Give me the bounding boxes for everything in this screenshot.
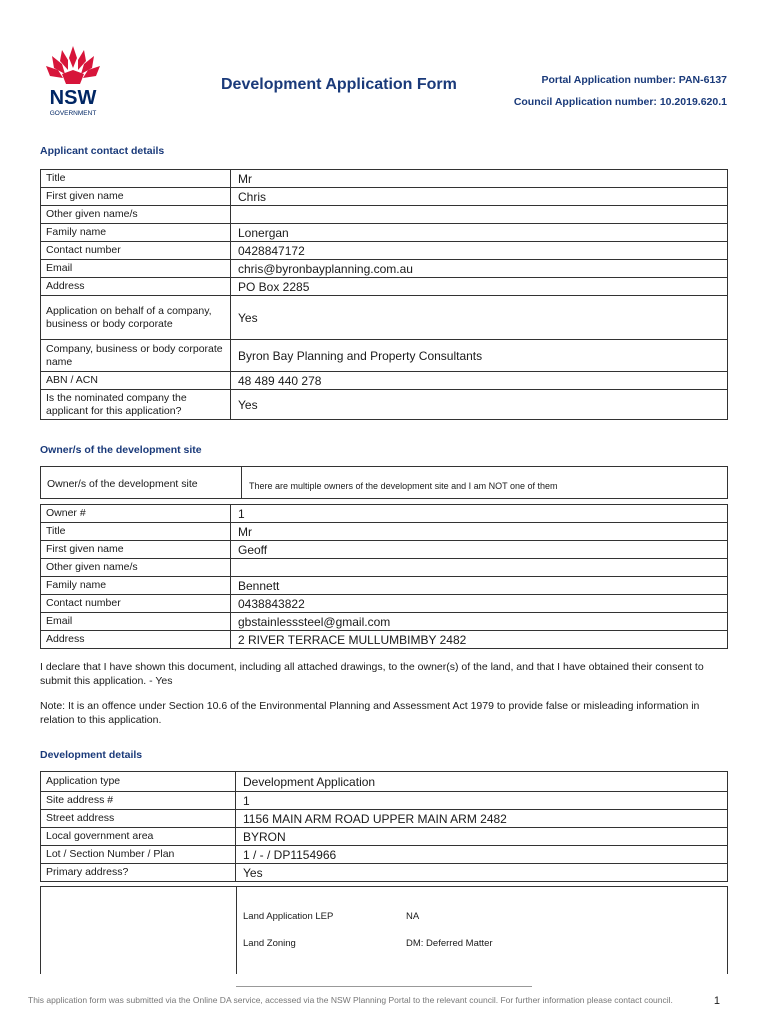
row-label: Other given name/s (41, 206, 231, 224)
table-row (41, 170, 728, 188)
table-row (41, 846, 728, 864)
table-row (41, 390, 728, 420)
row-value: Byron Bay Planning and Property Consultants (231, 340, 728, 372)
applicant-table (40, 169, 728, 420)
table-row (41, 631, 728, 649)
table-row (41, 828, 728, 846)
row-value: 0438843822 (231, 595, 728, 613)
logo-text-sub: GOVERNMENT (49, 110, 97, 117)
row-label: Owner # (41, 505, 231, 523)
row-value: Development Application (236, 772, 728, 792)
row-value: 1 (236, 792, 728, 810)
development-section-heading: Development details (40, 749, 143, 761)
row-label: Site address # (41, 792, 236, 810)
owner-consent-declaration: I declare that I have shown this document, including all attached drawings, to the owner(s) of the land, and that I have obtained their consent to submit this application. - Yes (40, 661, 704, 687)
table-row (41, 577, 728, 595)
row-label: Family name (41, 577, 231, 595)
row-label: Email (41, 613, 231, 631)
row-value: Yes (231, 390, 728, 420)
row-label: Application on behalf of a company, business or body corporate (41, 296, 231, 340)
nsw-government-logo (40, 44, 106, 118)
row-label: Contact number (41, 595, 231, 613)
row-value: chris@byronbayplanning.com.au (231, 260, 728, 278)
page-number: 1 (713, 995, 720, 1007)
row-label: First given name (41, 188, 231, 206)
row-label: Email (41, 260, 231, 278)
table-row (41, 613, 728, 631)
table-row (41, 864, 728, 882)
row-value: 2 RIVER TERRACE MULLUMBIMBY 2482 (231, 631, 728, 649)
table-row (41, 372, 728, 390)
row-value: 48 489 440 278 (231, 372, 728, 390)
row-label: First given name (41, 541, 231, 559)
row-value (231, 559, 728, 577)
table-row (41, 595, 728, 613)
page-title: Development Application Form (221, 76, 457, 93)
owners-summary-label: Owner/s of the development site (47, 478, 198, 490)
row-value: 0428847172 (231, 242, 728, 260)
land-info-box (40, 886, 728, 974)
owners-summary-box (40, 466, 728, 499)
row-value: Chris (231, 188, 728, 206)
row-label: Family name (41, 224, 231, 242)
row-value: Bennett (231, 577, 728, 595)
owners-section-heading: Owner/s of the development site (40, 444, 202, 456)
land-application-lep-label: Land Application LEP (243, 911, 334, 922)
row-value: Yes (236, 864, 728, 882)
row-label: Lot / Section Number / Plan (41, 846, 236, 864)
row-label: Street address (41, 810, 236, 828)
table-row (41, 206, 728, 224)
row-label: ABN / ACN (41, 372, 231, 390)
row-value: 1 (231, 505, 728, 523)
table-row (41, 242, 728, 260)
divider (241, 467, 242, 498)
row-label: Company, business or body corporate name (41, 340, 231, 372)
table-row (41, 772, 728, 792)
row-label: Title (41, 170, 231, 188)
row-value: Geoff (231, 541, 728, 559)
table-row (41, 541, 728, 559)
row-value: Yes (231, 296, 728, 340)
table-row (41, 340, 728, 372)
table-row (41, 559, 728, 577)
footer-divider (236, 986, 532, 987)
row-value: Lonergan (231, 224, 728, 242)
row-value (231, 206, 728, 224)
logo-text-main: NSW (49, 87, 97, 109)
row-value: Mr (231, 170, 728, 188)
table-row (41, 792, 728, 810)
row-label: Application type (41, 772, 236, 792)
row-value: 1156 MAIN ARM ROAD UPPER MAIN ARM 2482 (236, 810, 728, 828)
row-label: Contact number (41, 242, 231, 260)
land-zoning-label: Land Zoning (243, 938, 296, 949)
owners-summary-value: There are multiple owners of the development site and I am NOT one of them (249, 481, 558, 491)
row-label: Title (41, 523, 231, 541)
footer-text: This application form was submitted via the Online DA service, accessed via the NSW Planning Portal to the relevant council. For further information please contact council. (28, 995, 673, 1005)
row-label: Address (41, 631, 231, 649)
table-row (41, 260, 728, 278)
row-value: Mr (231, 523, 728, 541)
row-label: Other given name/s (41, 559, 231, 577)
row-value: PO Box 2285 (231, 278, 728, 296)
land-application-lep-value: NA (406, 911, 420, 922)
portal-application-number: Portal Application number: PAN-6137 (541, 74, 727, 86)
table-row (41, 523, 728, 541)
row-value: gbstainlesssteel@gmail.com (231, 613, 728, 631)
divider (236, 887, 237, 974)
table-row (41, 188, 728, 206)
row-label: Local government area (41, 828, 236, 846)
land-zoning-value: DM: Deferred Matter (406, 938, 493, 949)
table-row (41, 278, 728, 296)
offence-note: Note: It is an offence under Section 10.6 of the Environmental Planning and Assessment Act 1979 to provide false or misleading information in relation to this application. (40, 700, 700, 726)
applicant-section-heading: Applicant contact details (40, 145, 165, 157)
council-application-number: Council Application number: 10.2019.620.1 (513, 96, 727, 108)
row-label: Primary address? (41, 864, 236, 882)
nsw-waratah-icon (40, 44, 106, 118)
row-label: Is the nominated company the applicant for this application? (41, 390, 231, 420)
table-row (41, 224, 728, 242)
row-label: Address (41, 278, 231, 296)
table-row (41, 296, 728, 340)
table-row (41, 810, 728, 828)
owner-table (40, 504, 728, 649)
table-row (41, 505, 728, 523)
development-table (40, 771, 728, 882)
row-value: BYRON (236, 828, 728, 846)
row-value: 1 / - / DP1154966 (236, 846, 728, 864)
